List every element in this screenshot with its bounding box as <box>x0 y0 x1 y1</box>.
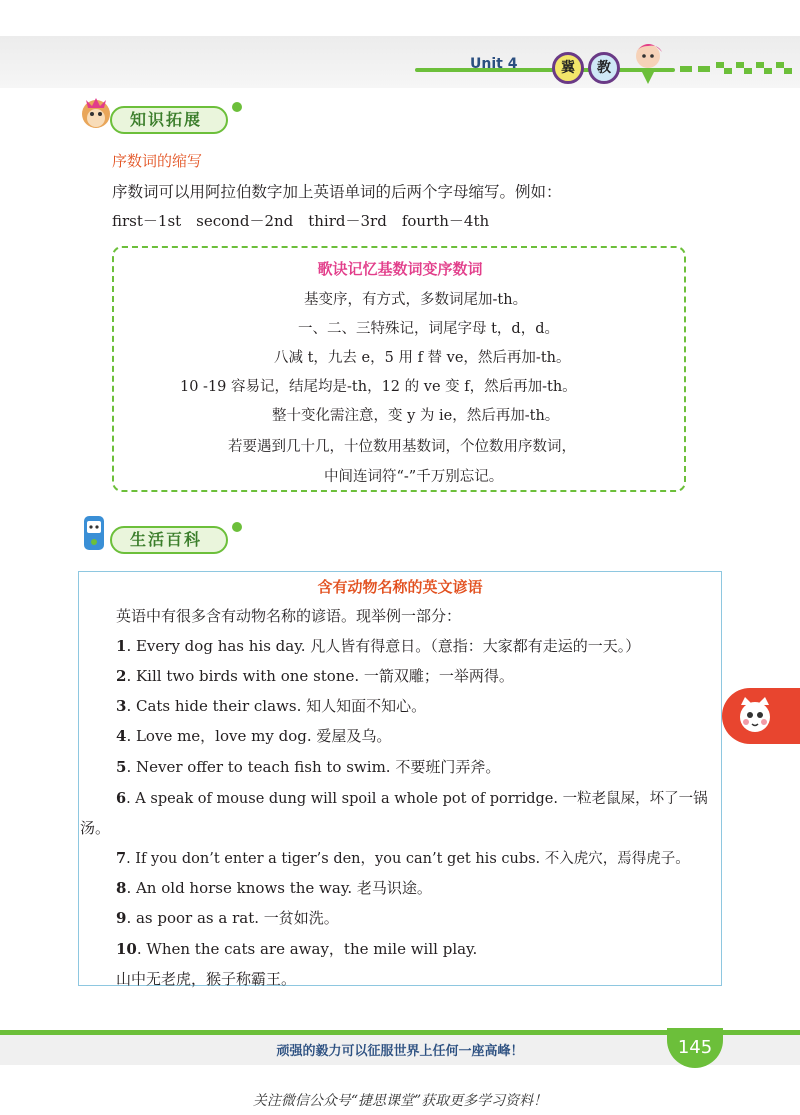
edition-badge-ji: 冀 <box>552 52 584 84</box>
ordinal-intro-text: 序数词可以用阿拉伯数字加上英语单词的后两个字母缩写。例如： <box>112 183 562 201</box>
proverb-item: 1. Every dog has his day. 凡人皆有得意日。（意指：大家都有走运的一天。） <box>116 637 641 655</box>
proverb-continuation: 山中无老虎，猴子称霸王。 <box>116 970 297 988</box>
ordinal-examples: first－1st second－2nd third－3rd fourth－4th <box>112 212 490 230</box>
proverb-item: 3. Cats hide their claws. 知人知面不知心。 <box>116 697 427 715</box>
rhyme-line: 10 -19 容易记，结尾均是-th，12 的 ve 变 f，然后再加-th。 <box>180 379 577 395</box>
page-number: 145 <box>667 1028 723 1068</box>
rhyme-line: 基变序，有方式，多数词尾加-th。 <box>304 292 528 308</box>
proverb-item: 2. Kill two birds with one stone. 一箭双雕；一举两得。 <box>116 667 514 685</box>
rhyme-line: 整十变化需注意，变 y 为 ie，然后再加-th。 <box>272 408 560 424</box>
proverb-item: 6. A speak of mouse dung will spoil a whole pot of porridge. 一粒老鼠屎，坏了一锅 <box>116 790 708 807</box>
fairy-girl-icon <box>618 38 678 86</box>
unit-title: Unit 4 <box>470 56 518 72</box>
proverb-item: 8. An old horse knows the way. 老马识途。 <box>116 879 432 897</box>
proverb-item: 5. Never offer to teach fish to swim. 不要班门弄斧。 <box>116 758 501 776</box>
edition-badge-jiao: 教 <box>588 52 620 84</box>
footer-motto: 顽强的毅力可以征服世界上任何一座高峰！ <box>276 1044 524 1059</box>
proverb-item: 4. Love me，love my dog. 爱屋及乌。 <box>116 727 392 745</box>
rhyme-line: 若要遇到几十几，十位数用基数词，个位数用序数词， <box>228 439 576 455</box>
rhyme-line: 一、二、三特殊记，词尾字母 t，d，d。 <box>298 321 559 337</box>
section-knowledge-title: 知识拓展 <box>110 106 228 134</box>
rhyme-line: 中间连词符“-”千万别忘记。 <box>324 469 504 485</box>
bottom-note: 关注微信公众号“捷思课堂”获取更多学习资料！ <box>252 1093 548 1109</box>
heading-dot <box>232 102 242 112</box>
section-life-title: 生活百科 <box>110 526 228 554</box>
header-checker-decoration <box>680 62 800 76</box>
proverb-item: 10. When the cats are away，the mile will play. <box>116 940 478 958</box>
proverb-continuation: 汤。 <box>80 819 111 837</box>
proverbs-title: 含有动物名称的英文谚语 <box>317 578 483 596</box>
proverb-item: 7. If you don’t enter a tiger’s den，you can’t get his cubs. 不入虎穴，焉得虎子。 <box>116 850 690 867</box>
subhead-ordinal-abbreviation: 序数词的缩写 <box>112 152 203 170</box>
rhyme-title: 歌诀记忆基数词变序数词 <box>317 260 483 278</box>
cat-face-icon <box>735 695 775 735</box>
proverbs-intro: 英语中有很多含有动物名称的谚语。现举例一部分： <box>116 607 462 625</box>
rhyme-line: 八减 t，九去 e，5 用 f 替 ve，然后再加-th。 <box>274 350 571 366</box>
cellphone-mascot-icon <box>76 512 112 556</box>
proverb-item: 9. as poor as a rat. 一贫如洗。 <box>116 909 339 927</box>
section-knowledge-heading <box>70 100 270 130</box>
heading-dot <box>232 522 242 532</box>
section-life-encyclopedia-heading <box>70 520 270 550</box>
